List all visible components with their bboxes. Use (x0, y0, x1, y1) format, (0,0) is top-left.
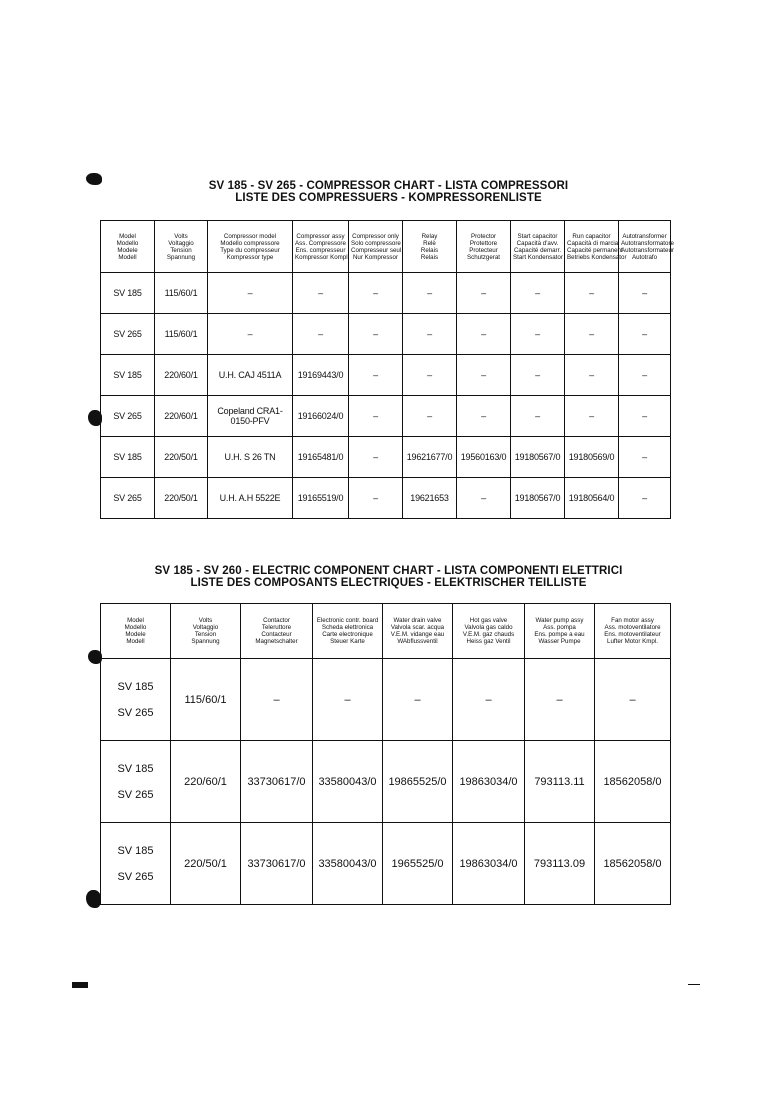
header-line: Compressor only (352, 232, 399, 240)
electric-component-chart-cell: 33730617/0 (241, 741, 313, 823)
header-line: WAbflussventil (397, 638, 438, 645)
compressor-chart-cell: 220/60/1 (155, 396, 208, 437)
header-line: Contactor (263, 617, 290, 624)
compressor-chart-cell: – (403, 396, 457, 437)
electric-component-chart-cell: 793113.11 (525, 741, 595, 823)
header-line: Valvola gas caldo (464, 624, 513, 631)
scan-artifact-mark (72, 982, 88, 988)
electric-component-chart-cell: – (313, 659, 383, 741)
header-line: Capacité demarr. (513, 246, 562, 254)
header-line: Modele (117, 246, 138, 254)
electric-component-chart-cell: 793113.09 (525, 823, 595, 905)
compressor-chart-cell: – (565, 396, 619, 437)
compressor-chart-cell: – (565, 273, 619, 314)
electric-component-chart-row (101, 741, 671, 823)
compressor-chart-cell: 19166024/0 (293, 396, 349, 437)
model-name: SV 185 (117, 762, 154, 775)
compressor-chart-row (101, 314, 671, 355)
compressor-chart-cell: – (619, 314, 671, 355)
compressor-chart-cell: SV 185 (101, 437, 155, 478)
header-line: Ass. motoventilatore (604, 624, 661, 631)
header-line: Carte electronique (322, 631, 373, 638)
electric-component-chart-cell: 18562058/0 (595, 823, 671, 905)
header-line: Ens. pompe a eau (534, 631, 585, 638)
header-line: Model (127, 617, 144, 624)
header-line: Modello (116, 239, 139, 247)
compressor-chart-cell: – (208, 314, 293, 355)
electric-component-chart-header-cell (313, 604, 383, 659)
electric-component-chart-header-cell (453, 604, 525, 659)
compressor-chart-cell: – (619, 478, 671, 519)
electric-component-chart-cell: 19865525/0 (383, 741, 453, 823)
compressor-chart-cell: – (565, 355, 619, 396)
compressor-chart-cell: – (457, 314, 511, 355)
compressor-chart-cell: 220/50/1 (155, 437, 208, 478)
compressor-chart-header-cell (349, 221, 403, 273)
header-line: Relais (420, 246, 439, 254)
header-line: Nur Kompressor (352, 253, 399, 261)
compressor-chart-cell: 19180564/0 (565, 478, 619, 519)
compressor-chart-cell: – (403, 314, 457, 355)
electric-component-chart-title-line-1: SV 185 - SV 260 - ELECTRIC COMPONENT CHART - LISTA COMPONENTI ELETTRICI (154, 565, 623, 577)
model-cell (101, 741, 171, 823)
model-name: SV 265 (117, 788, 154, 801)
model-cell (101, 659, 171, 741)
electric-component-chart-header-cell (383, 604, 453, 659)
header-line: Teleruttore (261, 624, 292, 631)
compressor-chart-header-cell (208, 221, 293, 273)
header-line: Autotransformer (622, 232, 667, 240)
header-line: Modele (125, 631, 146, 638)
compressor-chart-cell: – (349, 437, 403, 478)
compressor-chart-cell: – (619, 355, 671, 396)
electric-component-chart-cell: 18562058/0 (595, 741, 671, 823)
header-line: Capacità di marcia (567, 239, 619, 247)
header-line: Scheda elettronica (321, 624, 374, 631)
compressor-chart-row (101, 396, 671, 437)
header-line: Relè (423, 239, 436, 247)
electric-component-chart-row (101, 659, 671, 741)
electric-component-chart-cell: 33730617/0 (241, 823, 313, 905)
compressor-chart-cell: 220/60/1 (155, 355, 208, 396)
header-line: Contacteur (261, 631, 292, 638)
electric-component-chart-cell: – (595, 659, 671, 741)
header-line: Protecteur (469, 246, 498, 254)
compressor-chart-cell: 19165519/0 (293, 478, 349, 519)
header-line: Protector (470, 232, 497, 240)
header-line: Start Kondensator (513, 253, 563, 261)
header-line: Spannung (166, 253, 196, 261)
model-name: SV 265 (117, 870, 154, 883)
compressor-chart-cell: SV 265 (101, 478, 155, 519)
compressor-chart-cell: – (403, 273, 457, 314)
header-line: Ens. compresseur (295, 246, 346, 254)
header-line: Kompressor type (226, 253, 274, 261)
header-line: Compresseur seul (351, 246, 402, 254)
electric-component-chart-cell: – (241, 659, 313, 741)
electric-component-chart-cell: – (453, 659, 525, 741)
compressor-chart-cell: U.H. S 26 TN (208, 437, 293, 478)
compressor-chart-table (100, 220, 674, 519)
header-line: Wasser Pumpe (538, 638, 581, 645)
header-line: Kompressor Kompl (295, 253, 348, 261)
compressor-chart-cell: 19621677/0 (403, 437, 457, 478)
header-line: Fan motor assy (611, 617, 654, 624)
header-line: Ens. motoventilateur (604, 631, 661, 638)
compressor-chart-cell: – (457, 478, 511, 519)
header-line: Compressor assy (296, 232, 345, 240)
compressor-chart-cell: – (349, 355, 403, 396)
header-line: Modello compressore (220, 239, 280, 247)
model-name: SV 185 (117, 844, 154, 857)
electric-component-chart-cell: 220/50/1 (171, 823, 241, 905)
header-line: Valvola scar. acqua (390, 624, 445, 631)
compressor-chart-cell: U.H. CAJ 4511A (208, 355, 293, 396)
compressor-chart-cell: – (511, 314, 565, 355)
compressor-chart-cell: – (619, 437, 671, 478)
electric-component-chart-header-cell (101, 604, 171, 659)
electric-component-chart-cell: 33580043/0 (313, 741, 383, 823)
electric-component-chart-title-line-2: LISTE DES COMPOSANTS ELECTRIQUES - ELEKTRISCHER TEILLISTE (190, 577, 587, 589)
electric-component-chart-cell: – (383, 659, 453, 741)
compressor-chart-cell: 19560163/0 (457, 437, 511, 478)
compressor-chart-cell: 115/60/1 (155, 273, 208, 314)
model-cell (101, 823, 171, 905)
header-line: Compressor model (223, 232, 277, 240)
compressor-chart-cell: – (403, 355, 457, 396)
electric-component-chart-cell: 33580043/0 (313, 823, 383, 905)
header-line: Betriebs Kondensator (567, 253, 627, 261)
header-line: Lufter Motor Kmpl. (607, 638, 658, 645)
compressor-chart-cell: 19169443/0 (293, 355, 349, 396)
electric-component-chart-cell: 115/60/1 (171, 659, 241, 741)
binder-hole-mark (86, 890, 101, 908)
header-line: Spannung (191, 638, 220, 645)
compressor-chart-cell: – (457, 273, 511, 314)
header-line: Relais (420, 253, 439, 261)
header-line: Ass. pompa (543, 624, 576, 631)
compressor-chart-cell: – (293, 273, 349, 314)
header-line: Ass. Compressore (295, 239, 346, 247)
compressor-chart-header-cell (403, 221, 457, 273)
header-line: Model (119, 232, 136, 240)
header-line: Solo compressore (351, 239, 401, 247)
compressor-chart-header-cell (565, 221, 627, 273)
compressor-chart-cell: 19180567/0 (511, 478, 565, 519)
header-line: Run capacitor (572, 232, 611, 240)
header-line: Electronic contr. board (316, 617, 379, 624)
electric-component-chart-cell: – (525, 659, 595, 741)
compressor-chart-cell: – (349, 314, 403, 355)
compressor-chart-header-cell (619, 221, 674, 273)
compressor-chart-title-line-2: LISTE DES COMPRESSUERS - KOMPRESSORENLISTE (235, 192, 542, 204)
compressor-chart-row (101, 273, 671, 314)
header-line: Capacità d'avv. (516, 239, 559, 247)
compressor-chart-cell: – (457, 396, 511, 437)
header-line: Volts (198, 617, 213, 624)
compressor-chart-cell: – (511, 273, 565, 314)
compressor-chart-cell: – (349, 478, 403, 519)
compressor-chart-cell: – (293, 314, 349, 355)
compressor-chart-header-cell (511, 221, 565, 273)
compressor-chart-cell: – (457, 355, 511, 396)
electric-component-chart-title (0, 565, 777, 589)
compressor-chart-cell: – (511, 396, 565, 437)
header-line: Hot gas valve (469, 617, 508, 624)
compressor-chart-cell: – (619, 273, 671, 314)
model-name: SV 185 (117, 680, 154, 693)
electric-component-chart-cell: 19863034/0 (453, 741, 525, 823)
header-line: Water pump assy (535, 617, 584, 624)
header-line: Modello (124, 624, 147, 631)
electric-component-chart-cell: 220/60/1 (171, 741, 241, 823)
header-line: Protettore (469, 239, 498, 247)
header-line: Steuer Karte (330, 638, 365, 645)
compressor-chart-cell: 220/50/1 (155, 478, 208, 519)
electric-component-chart-cell: 1965525/0 (383, 823, 453, 905)
header-line: Modell (118, 253, 137, 261)
header-line: Autotransformateur (621, 246, 674, 254)
compressor-chart-cell: 19165481/0 (293, 437, 349, 478)
electric-component-chart-row (101, 823, 671, 905)
compressor-chart-cell: SV 265 (101, 396, 155, 437)
header-line: V.E.M. vidange eau (390, 631, 445, 638)
header-line: V.E.M. gaz chauds (462, 631, 515, 638)
header-line: Type du compresseur (220, 246, 280, 254)
compressor-chart-header-cell (457, 221, 511, 273)
header-line: Volts (174, 232, 188, 240)
header-line: Voltaggio (192, 624, 219, 631)
compressor-chart-cell: SV 185 (101, 273, 155, 314)
header-line: Tension (170, 246, 192, 254)
compressor-chart-cell: U.H. A.H 5522E (208, 478, 293, 519)
electric-component-chart-header-cell (171, 604, 241, 659)
header-line: Capacité permanent (567, 246, 623, 254)
compressor-chart-cell: 115/60/1 (155, 314, 208, 355)
header-line: Schutzgerat (466, 253, 501, 261)
compressor-chart-header-cell (101, 221, 155, 273)
header-line: Autotransformatore (621, 239, 674, 247)
scan-artifact-mark (688, 984, 700, 985)
electric-component-chart-header-cell (595, 604, 671, 659)
header-line: Modell (126, 638, 145, 645)
compressor-chart-cell: SV 265 (101, 314, 155, 355)
compressor-chart-cell: – (619, 396, 671, 437)
compressor-chart-cell: – (208, 273, 293, 314)
compressor-chart-title-line-1: SV 185 - SV 265 - COMPRESSOR CHART - LISTA COMPRESSORI (208, 180, 569, 192)
compressor-chart-cell: Copeland CRA1-0150-PFV (208, 396, 293, 437)
header-line: Water drain valve (393, 617, 442, 624)
compressor-chart-title (0, 180, 777, 204)
compressor-chart-cell: SV 185 (101, 355, 155, 396)
header-line: Tension (194, 631, 217, 638)
compressor-chart-header-cell (293, 221, 349, 273)
header-line: Start capacitor (517, 232, 558, 240)
compressor-chart-row (101, 478, 671, 519)
compressor-chart-header-cell (155, 221, 208, 273)
compressor-chart-cell: 19180569/0 (565, 437, 619, 478)
compressor-chart-cell: – (349, 273, 403, 314)
header-line: Magnetschalter (255, 638, 298, 645)
electric-component-chart-cell: 19863034/0 (453, 823, 525, 905)
compressor-chart-cell: 19180567/0 (511, 437, 565, 478)
compressor-chart-cell: – (349, 396, 403, 437)
compressor-chart-cell: – (565, 314, 619, 355)
header-line: Heiss gaz Ventil (466, 638, 511, 645)
compressor-chart-cell: 19621653 (403, 478, 457, 519)
compressor-chart-row (101, 437, 671, 478)
electric-component-chart-header-cell (241, 604, 313, 659)
compressor-chart-row (101, 355, 671, 396)
model-name: SV 265 (117, 706, 154, 719)
compressor-chart-cell: – (511, 355, 565, 396)
header-line: Voltaggio (168, 239, 194, 247)
electric-component-chart-header-cell (525, 604, 595, 659)
header-line: Autotrafo (631, 253, 658, 261)
electric-component-chart-table (100, 603, 671, 905)
header-line: Relay (421, 232, 438, 240)
